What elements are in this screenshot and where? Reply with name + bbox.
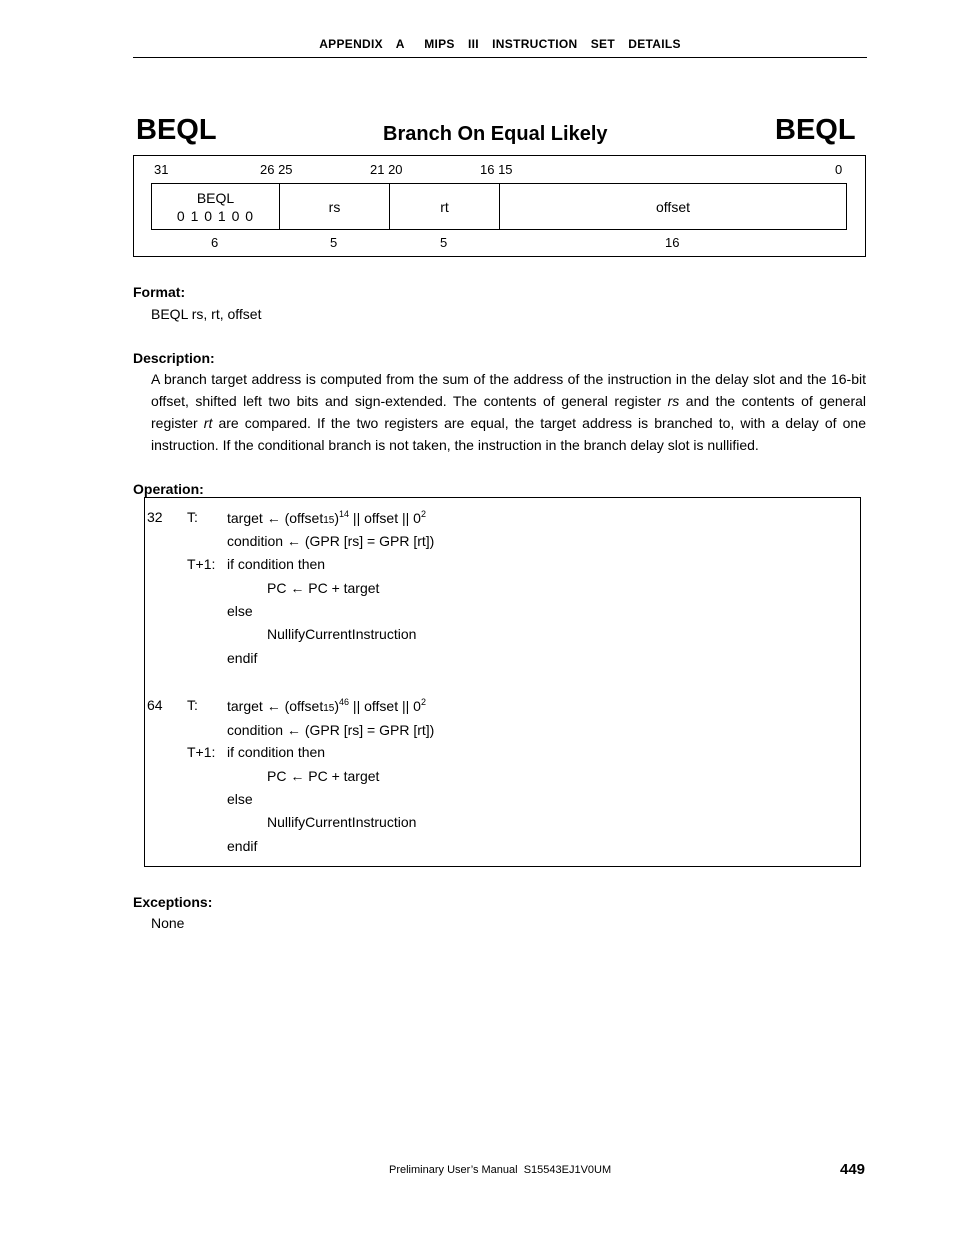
op-endif-line: endif — [227, 650, 258, 666]
page-number: 449 — [840, 1161, 866, 1178]
bit-label: 21 20 — [370, 162, 403, 177]
operation-heading: Operation: — [133, 481, 204, 497]
bit-label: 26 25 — [260, 162, 293, 177]
field-name: rs — [328, 198, 341, 215]
field-name: rt — [440, 198, 449, 215]
op-target-line: target ← (offset15)$^{46}$ || offset || $0^2$ — [227, 697, 426, 714]
rt-field — [390, 184, 500, 229]
bit-label: 16 15 — [480, 162, 513, 177]
field-width: 16 — [665, 235, 680, 250]
op-if-line: if condition then — [227, 556, 326, 572]
register-rt: rt — [203, 415, 213, 431]
op-pc-line: PC ← PC + target — [267, 768, 380, 784]
opcode-field — [152, 184, 280, 229]
offset-field — [500, 184, 846, 229]
register-rs: rs — [667, 393, 680, 409]
bit-label: 0 — [835, 162, 843, 177]
header-rule — [133, 57, 867, 58]
op-nullify-line: NullifyCurrentInstruction — [267, 626, 417, 642]
field-width: 5 — [330, 235, 338, 250]
format-heading: Format: — [133, 284, 186, 300]
op-condition-line: condition ← (GPR [rs] = GPR [rt]) — [227, 722, 435, 738]
op-else-line: else — [227, 791, 253, 807]
mnemonic-right: BEQL — [775, 114, 856, 146]
encoding-fields — [151, 183, 847, 230]
field-width: 5 — [440, 235, 448, 250]
instruction-name: Branch On Equal Likely — [383, 123, 608, 145]
op-pc-line: PC ← PC + target — [267, 580, 380, 596]
op-stage-t1: T+1: — [187, 556, 216, 572]
field-width: 6 — [211, 235, 219, 250]
op-bits-64: 64 — [147, 697, 163, 713]
bit-label: 31 — [154, 162, 169, 177]
mnemonic-left: BEQL — [136, 114, 217, 146]
op-if-line: if condition then — [227, 744, 326, 760]
rs-field — [280, 184, 390, 229]
field-name: offset — [656, 198, 690, 215]
field-bits: 0 1 0 1 0 0 — [176, 207, 255, 224]
op-bits-32: 32 — [147, 509, 163, 525]
format-text: BEQL rs, rt, offset — [151, 306, 262, 322]
running-header: APPENDIX A MIPS III INSTRUCTION SET DETAILS — [319, 37, 681, 51]
field-name: BEQL — [196, 189, 235, 206]
op-endif-line: endif — [227, 838, 258, 854]
op-stage-t: T: — [187, 509, 198, 525]
op-nullify-line: NullifyCurrentInstruction — [267, 814, 417, 830]
op-stage-t: T: — [187, 697, 198, 713]
op-condition-line: condition ← (GPR [rs] = GPR [rt]) — [227, 533, 435, 549]
exceptions-text: None — [151, 915, 185, 931]
op-stage-t1: T+1: — [187, 744, 216, 760]
op-target-line: target ← (offset15)$^{14}$ || offset || $0^2$ — [227, 509, 426, 526]
description-heading: Description: — [133, 350, 215, 366]
exceptions-heading: Exceptions: — [133, 894, 213, 910]
description-text: A branch target address is computed from the sum of the address of the instruction in the delay slot and the 16-bit offset, shifted left two bits and sign-extended. The contents of general register rs and the contents of general register rt are compared. If the two registers are equal, the target address is branched to, with a delay of one instruction. If the conditional branch is not taken, the instruction in the branch delay slot is nullified. — [151, 371, 866, 453]
footer-manual: Preliminary User’s Manual S15543EJ1V0UM — [389, 1164, 612, 1176]
op-else-line: else — [227, 603, 253, 619]
operation-box — [144, 497, 861, 867]
